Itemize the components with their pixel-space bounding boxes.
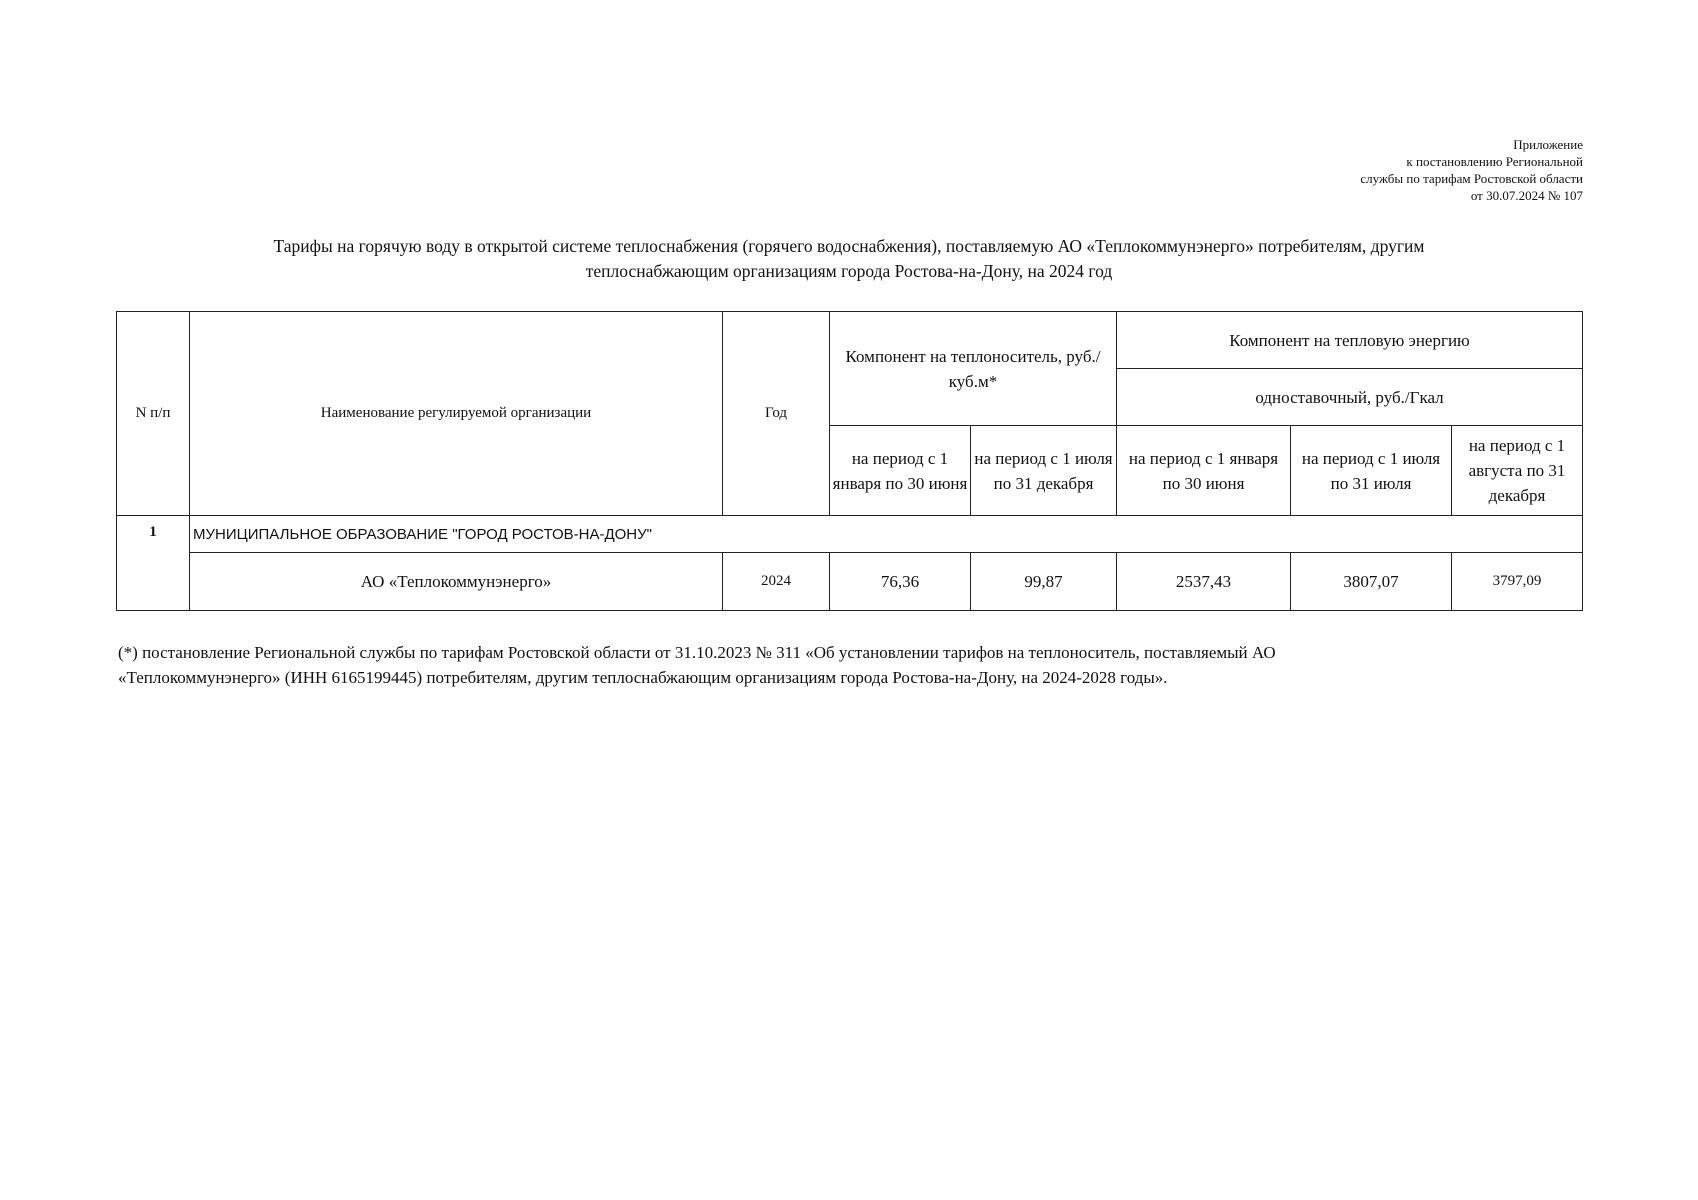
header-energy-period-1: на период с 1 января по 30 июня [1117,426,1291,516]
document-title [116,234,1582,284]
row-year: 2024 [723,553,830,611]
header-energy-subgroup: одноставочный, руб./Гкал [1117,369,1583,426]
table-row [117,553,1583,611]
group-row [117,516,1583,553]
header-carrier-period-1: на период с 1 января по 30 июня [830,426,971,516]
tariffs-table [116,311,1583,611]
title-line-1: Тарифы на горячую воду в открытой системе теплоснабжения (горячего водоснабжения), поставляемую АО «Теплокоммунэнерго» потребителям, другим [273,236,1425,256]
header-row-1 [117,312,1583,369]
row-org: АО «Теплокоммунэнерго» [190,553,723,611]
header-energy-period-2: на период с 1 июля по 31 июля [1291,426,1452,516]
appendix-line-2: к постановлению Региональной [1406,154,1583,169]
row-energy-period-1: 2537,43 [1117,553,1291,611]
appendix-header [1360,136,1583,204]
row-carrier-period-2: 99,87 [971,553,1117,611]
header-year: Год [723,312,830,516]
header-energy-period-3: на период с 1 августа по 31 декабря [1452,426,1583,516]
row-energy-period-2: 3807,07 [1291,553,1452,611]
appendix-line-3: службы по тарифам Ростовской области [1360,171,1583,186]
footnote-line-2: «Теплокоммунэнерго» (ИНН 6165199445) потребителям, другим теплоснабжающим организациям города Ростова-на-Дону, на 2024-2028 годы». [118,668,1168,687]
header-org: Наименование регулируемой организации [190,312,723,516]
header-carrier-period-2: на период с 1 июля по 31 декабря [971,426,1117,516]
row-energy-period-3: 3797,09 [1452,553,1583,611]
row-number: 1 [117,516,190,611]
appendix-line-1: Приложение [1513,137,1583,152]
header-energy-group: Компонент на тепловую энергию [1117,312,1583,369]
appendix-line-4: от 30.07.2024 № 107 [1470,188,1583,203]
row-carrier-period-1: 76,36 [830,553,971,611]
header-num: N п/п [117,312,190,516]
title-line-2: теплоснабжающим организациям города Ростова-на-Дону, на 2024 год [585,261,1113,281]
footnote [118,640,1588,690]
footnote-line-1: (*) постановление Региональной службы по тарифам Ростовской области от 31.10.2023 № 311 «Об установлении тарифов на теплоноситель, поставляемый АО [118,643,1276,662]
header-carrier-group: Компонент на теплоноситель, руб./куб.м* [830,312,1117,426]
municipality-name: МУНИЦИПАЛЬНОЕ ОБРАЗОВАНИЕ "ГОРОД РОСТОВ-НА-ДОНУ" [190,516,1583,553]
